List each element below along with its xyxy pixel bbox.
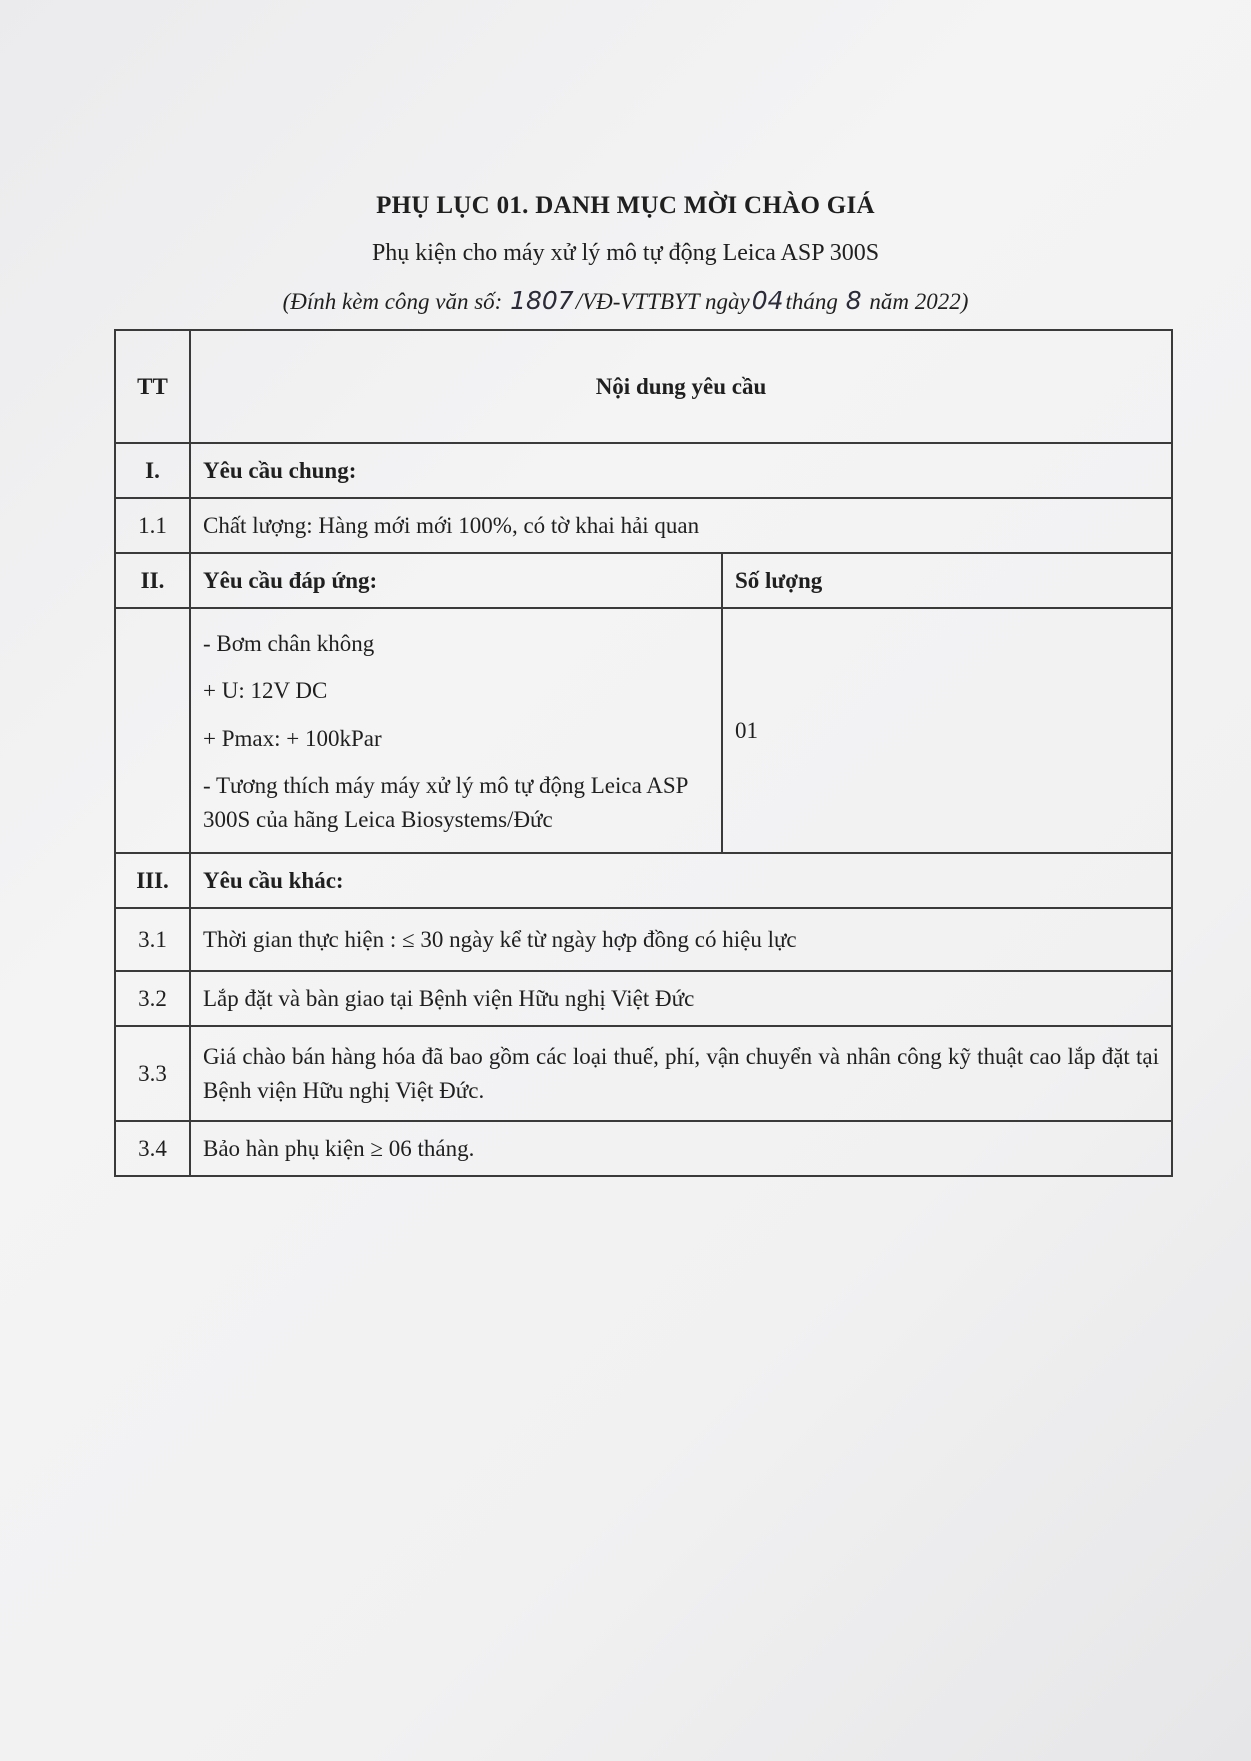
header-content: Nội dung yêu cầu [190, 330, 1172, 443]
item-tt [115, 608, 190, 853]
section-label: Yêu cầu chung: [190, 443, 1172, 498]
row-tt: 3.1 [115, 908, 190, 971]
section-tt: I. [115, 443, 190, 498]
attach-prefix: (Đính kèm công văn số: [282, 289, 503, 314]
document-subtitle: Phụ kiện cho máy xử lý mô tự động Leica ASP 300S [371, 240, 880, 266]
row-text: Chất lượng: Hàng mới mới 100%, có tờ khai hải quan [190, 498, 1172, 553]
row-text: Thời gian thực hiện : ≤ 30 ngày kể từ ngày hợp đồng có hiệu lực [190, 908, 1172, 971]
handwritten-doc-number: 1807 [510, 286, 574, 315]
table-row [115, 908, 1172, 971]
row-text: Giá chào bán hàng hóa đã bao gồm các loại thuế, phí, vận chuyển và nhân công kỹ thuật cao lắp đặt tại Bệnh viện Hữu nghị Việt Đức. [190, 1026, 1172, 1121]
row-tt: 1.1 [115, 498, 190, 553]
year-label: năm 2022) [869, 289, 969, 314]
header-tt: TT [115, 330, 190, 443]
section-row-general [115, 443, 1172, 498]
handwritten-day: 04 [751, 286, 784, 315]
item-line: + U: 12V DC [203, 678, 328, 704]
table-row [115, 971, 1172, 1026]
item-line: - Bơm chân không [203, 631, 375, 657]
attach-mid: /VĐ-VTTBYT ngày [575, 289, 750, 314]
section-row-other [115, 853, 1172, 908]
item-row [115, 608, 1172, 853]
table-row [115, 1026, 1172, 1121]
document-title: PHỤ LỤC 01. DANH MỤC MỜI CHÀO GIÁ [376, 192, 875, 219]
row-tt: 3.3 [115, 1026, 190, 1121]
table-row [115, 498, 1172, 553]
table-header-row [115, 330, 1172, 443]
section-tt: III. [115, 853, 190, 908]
row-tt: 3.2 [115, 971, 190, 1026]
item-description [190, 608, 722, 853]
section-row-response [115, 553, 1172, 608]
row-text: Bảo hàn phụ kiện ≥ 06 tháng. [190, 1121, 1172, 1176]
table-row [115, 1121, 1172, 1176]
section-label: Yêu cầu đáp ứng: [190, 553, 722, 608]
item-line: + Pmax: + 100kPar [203, 725, 382, 751]
row-text: Lắp đặt và bàn giao tại Bệnh viện Hữu nghị Việt Đức [190, 971, 1172, 1026]
requirements-table [114, 329, 1173, 1177]
attachment-reference [0, 286, 1251, 315]
quantity-header: Số lượng [722, 553, 1172, 608]
row-tt: 3.4 [115, 1121, 190, 1176]
handwritten-month: 8 [845, 286, 862, 315]
section-tt: II. [115, 553, 190, 608]
month-label: tháng [785, 289, 838, 314]
item-quantity: 01 [722, 608, 1172, 853]
item-line: - Tương thích máy máy xử lý mô tự động Leica ASP 300S của hãng Leica Biosystems/Đức [203, 773, 688, 832]
section-label: Yêu cầu khác: [190, 853, 1172, 908]
